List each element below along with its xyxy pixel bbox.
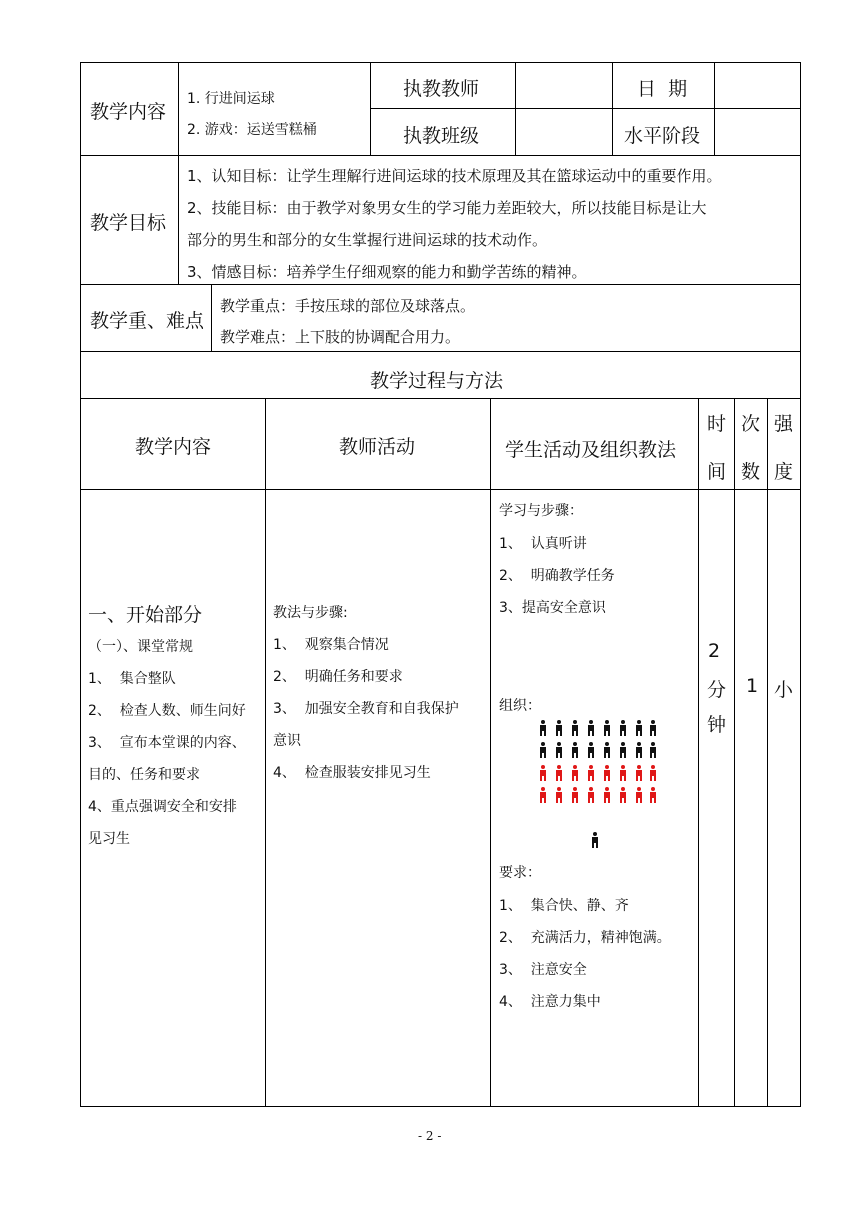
col-count-1: 次: [741, 413, 761, 435]
content-line: 目的、任务和要求: [88, 767, 200, 783]
student-line: 学习与步骤：: [499, 503, 583, 519]
col-count-2: 数: [741, 461, 761, 483]
student-figure: [571, 742, 579, 758]
teacher-figure: [591, 832, 599, 848]
col-time-1: 时: [707, 413, 727, 435]
goal-line-2: 2、技能目标：由于教学对象男女生的学习能力差距较大，所以技能目标是让大: [187, 199, 707, 217]
goal-line-3: 部分的男生和部分的女生掌握行进间运球的技术动作。: [187, 231, 548, 249]
key-points-label: 教学重、难点: [90, 310, 205, 332]
student-figure: [649, 765, 657, 781]
teacher-line: 2、 明确任务和要求: [273, 669, 403, 685]
student-line: 1、 认真听讲: [499, 536, 587, 552]
date-label: 日 期: [637, 78, 688, 100]
student-figure: [587, 742, 595, 758]
student-figure: [603, 720, 611, 736]
teacher-line: 4、 检查服装安排见习生: [273, 765, 431, 781]
student-figure: [635, 720, 643, 736]
student-figure: [619, 787, 627, 803]
content-label: 教学内容: [90, 101, 167, 123]
teacher-line: 教法与步骤:: [273, 605, 348, 621]
student-line: 2、 明确教学任务: [499, 568, 615, 584]
teacher-line: 3、 加强安全教育和自我保护: [273, 701, 459, 717]
req-line: 3、 注意安全: [499, 962, 587, 978]
table-border-left: [80, 62, 81, 1107]
class-label: 执教班级: [403, 125, 480, 147]
time-value-3: 钟: [707, 714, 727, 736]
student-figure: [603, 787, 611, 803]
teacher-line: 1、 观察集合情况: [273, 637, 389, 653]
content-item-1: 1. 行进间运球: [187, 91, 275, 107]
req-line: 2、 充满活力，精神饱满。: [499, 930, 671, 946]
col-intensity-2: 度: [774, 461, 794, 483]
content-line: 4、重点强调安全和安排: [88, 799, 237, 815]
student-figure: [555, 720, 563, 736]
student-figure: [555, 742, 563, 758]
student-figure: [635, 787, 643, 803]
org-label: 组织：: [499, 698, 541, 714]
student-figure: [635, 765, 643, 781]
student-figure: [587, 765, 595, 781]
teacher-line: 意识: [273, 733, 301, 749]
student-figure: [649, 720, 657, 736]
student-figure: [571, 765, 579, 781]
content-line: 见习生: [88, 831, 130, 847]
col-content: 教学内容: [135, 436, 212, 458]
student-figure: [539, 742, 547, 758]
goal-line-1: 1、认知目标：让学生理解行进间运球的技术原理及其在篮球运动中的重要作用。: [187, 167, 722, 185]
req-label: 要求：: [499, 865, 541, 881]
student-figure: [555, 765, 563, 781]
key-point-1: 教学重点：手按压球的部位及球落点。: [220, 297, 476, 315]
table-border-top: [80, 62, 801, 63]
student-figure: [619, 742, 627, 758]
goal-line-4: 3、情感目标：培养学生仔细观察的能力和勤学苦练的精神。: [187, 263, 587, 281]
student-figure: [619, 720, 627, 736]
level-label: 水平阶段: [624, 125, 701, 147]
student-figure: [539, 787, 547, 803]
table-border-bottom: [80, 1106, 801, 1107]
content-line: 3、 宣布本堂课的内容、: [88, 735, 246, 751]
intensity-value: 小: [774, 679, 794, 701]
student-figure: [571, 787, 579, 803]
content-item-2: 2. 游戏：运送雪糕桶: [187, 122, 317, 138]
process-title: 教学过程与方法: [370, 370, 504, 392]
key-point-2: 教学难点：上下肢的协调配合用力。: [220, 328, 461, 346]
student-figure: [603, 765, 611, 781]
col-teacher: 教师活动: [339, 436, 416, 458]
time-value-1: 2: [708, 640, 721, 662]
page-number: - 2 -: [418, 1129, 442, 1143]
student-line: 3、提高安全意识: [499, 600, 606, 616]
student-figure: [539, 765, 547, 781]
col-student: 学生活动及组织教法: [505, 439, 677, 461]
col-time-2: 间: [707, 461, 727, 483]
student-figure: [649, 742, 657, 758]
req-line: 4、 注意力集中: [499, 994, 601, 1010]
student-figure: [635, 742, 643, 758]
teacher-label: 执教教师: [403, 78, 480, 100]
content-line: 2、 检查人数、师生问好: [88, 703, 246, 719]
req-line: 1、 集合快、静、齐: [499, 898, 629, 914]
student-figure: [587, 720, 595, 736]
goals-label: 教学目标: [90, 212, 167, 234]
student-figure: [649, 787, 657, 803]
formation-diagram: [536, 720, 656, 850]
student-figure: [571, 720, 579, 736]
student-figure: [603, 742, 611, 758]
section-title: 一、开始部分: [88, 604, 203, 626]
student-figure: [555, 787, 563, 803]
col-intensity-1: 强: [774, 413, 794, 435]
student-figure: [619, 765, 627, 781]
student-figure: [539, 720, 547, 736]
table-border-right: [800, 62, 801, 1107]
count-value: 1: [746, 675, 759, 697]
content-line: 1、 集合整队: [88, 671, 176, 687]
student-figure: [587, 787, 595, 803]
time-value-2: 分: [707, 679, 727, 701]
content-line: （一）、课堂常规: [88, 639, 193, 655]
